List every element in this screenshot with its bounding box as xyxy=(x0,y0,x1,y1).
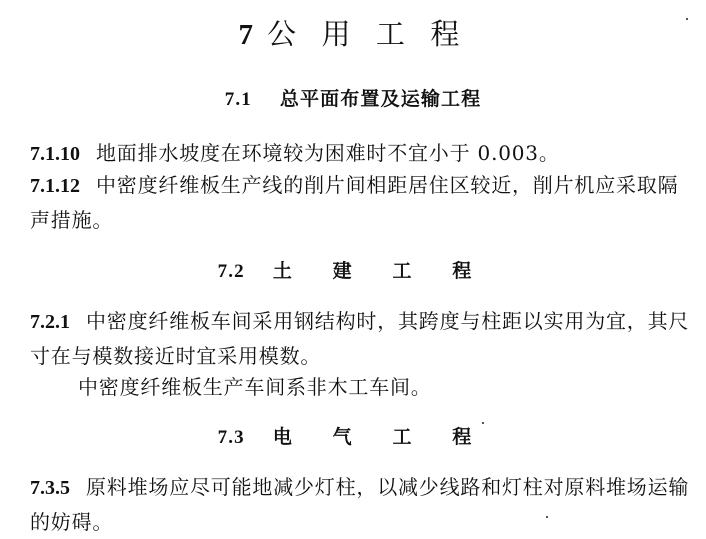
section-heading-7-1 xyxy=(0,86,706,113)
clause-number: 7.3.5 xyxy=(30,477,70,499)
clause-number: 7.1.12 xyxy=(30,175,80,197)
clause-7-2-1 xyxy=(30,304,690,373)
clause-text: 中密度纤维板车间采用钢结构时，其跨度与柱距以实用为宜，其尺寸在与模数接近时宜采用模数。 xyxy=(30,309,690,368)
clause-text: 中密度纤维板生产线的削片间相距居住区较近，削片机应采取隔声措施。 xyxy=(30,173,679,232)
scan-speck xyxy=(686,18,688,20)
clause-text: 中密度纤维板生产车间系非木工车间。 xyxy=(78,375,432,399)
clause-7-3-5 xyxy=(30,470,690,539)
scan-speck xyxy=(546,516,548,518)
chapter-title-text: 公 用 工 程 xyxy=(267,17,468,51)
clause-number: 7.2.1 xyxy=(30,311,70,333)
section-number: 7.2 xyxy=(217,261,245,282)
clause-7-1-12 xyxy=(30,168,690,237)
clause-7-1-10 xyxy=(30,136,690,171)
chapter-title xyxy=(0,14,706,55)
clause-text: 地面排水坡度在环境较为困难时不宜小于 0.003。 xyxy=(96,141,560,165)
clause-number: 7.1.10 xyxy=(30,143,80,165)
clause-text: 原料堆场应尽可能地减少灯柱，以减少线路和灯柱对原料堆场运输的妨碍。 xyxy=(30,475,690,534)
section-title: 电 气 工 程 xyxy=(272,426,489,448)
section-number: 7.3 xyxy=(217,427,245,448)
clause-7-2-1-note xyxy=(78,370,690,404)
section-title: 土 建 工 程 xyxy=(272,260,489,282)
section-number: 7.1 xyxy=(224,89,252,110)
scan-speck xyxy=(482,422,484,424)
chapter-number: 7 xyxy=(238,19,253,51)
section-title: 总平面布置及运输工程 xyxy=(279,88,482,110)
section-heading-7-2 xyxy=(0,258,706,285)
section-heading-7-3 xyxy=(0,424,706,451)
